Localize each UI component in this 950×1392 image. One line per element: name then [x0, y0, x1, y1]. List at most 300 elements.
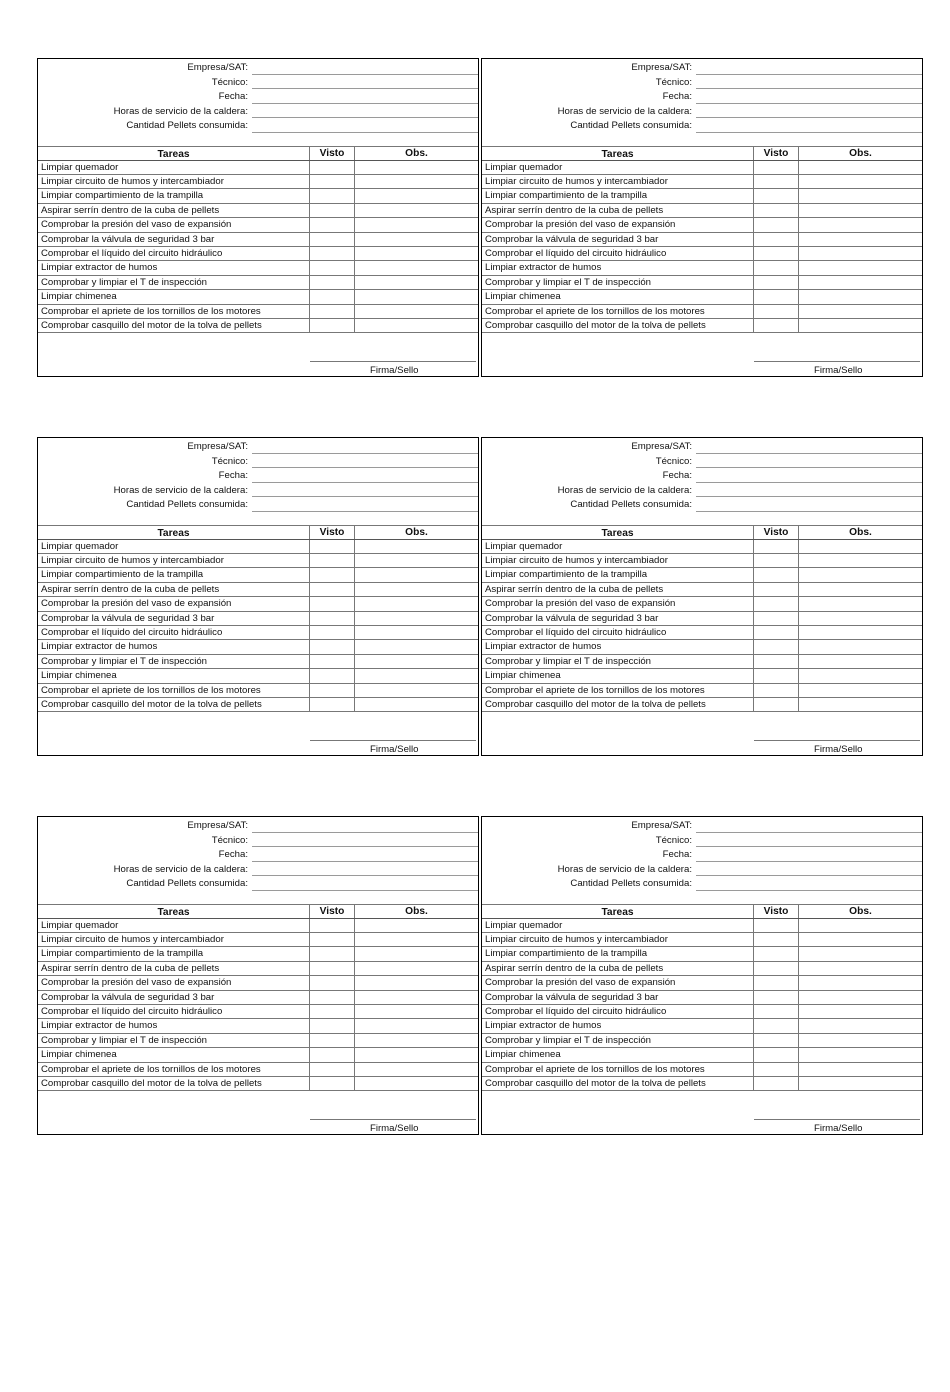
- task-row: [482, 319, 922, 333]
- task-notes-cell[interactable]: [799, 583, 922, 596]
- header-field: [482, 484, 922, 499]
- task-row: [482, 583, 922, 597]
- header-field: [38, 484, 478, 499]
- task-notes-cell[interactable]: [355, 947, 478, 960]
- task-label: Comprobar y limpiar el T de inspección: [38, 1034, 310, 1047]
- header-field-blank[interactable]: [252, 861, 478, 862]
- task-label: Comprobar casquillo del motor de la tolva de pellets: [482, 319, 754, 332]
- task-notes-cell[interactable]: [355, 540, 478, 553]
- header-field-blank[interactable]: [252, 511, 478, 512]
- task-notes-cell[interactable]: [355, 962, 478, 975]
- task-seen-cell[interactable]: [310, 189, 355, 202]
- task-label: Aspirar serrín dentro de la cuba de pellets: [38, 962, 310, 975]
- header-field-label: Empresa/SAT:: [187, 62, 248, 73]
- task-notes-cell[interactable]: [799, 640, 922, 653]
- column-header-task: Tareas: [482, 147, 754, 160]
- task-notes-cell[interactable]: [799, 204, 922, 217]
- task-label: Limpiar quemador: [38, 540, 310, 553]
- header-field-blank[interactable]: [696, 875, 922, 876]
- header-field-blank[interactable]: [252, 496, 478, 497]
- header-field: [482, 498, 922, 513]
- header-field: [482, 455, 922, 470]
- task-seen-cell[interactable]: [754, 976, 799, 989]
- task-seen-cell[interactable]: [310, 554, 355, 567]
- task-label: Comprobar el apriete de los tornillos de los motores: [482, 305, 754, 318]
- task-row: [38, 669, 478, 683]
- header-field-label: Técnico:: [211, 834, 248, 846]
- task-row: [482, 640, 922, 654]
- task-seen-cell[interactable]: [754, 568, 799, 581]
- task-row: [482, 305, 922, 319]
- task-seen-cell[interactable]: [310, 305, 355, 318]
- task-label: Aspirar serrín dentro de la cuba de pellets: [482, 583, 754, 596]
- task-seen-cell[interactable]: [754, 626, 799, 639]
- task-notes-cell[interactable]: [355, 189, 478, 202]
- task-seen-cell[interactable]: [310, 1048, 355, 1061]
- task-notes-cell[interactable]: [355, 568, 478, 581]
- header-field: [482, 469, 922, 484]
- header-field-blank[interactable]: [696, 103, 922, 104]
- task-label: Comprobar la válvula de seguridad 3 bar: [38, 612, 310, 625]
- task-label: Comprobar el apriete de los tornillos de los motores: [38, 1063, 310, 1076]
- task-seen-cell[interactable]: [754, 161, 799, 174]
- header-field-blank[interactable]: [696, 117, 922, 118]
- task-notes-cell[interactable]: [355, 218, 478, 231]
- task-row: [482, 962, 922, 976]
- task-seen-cell[interactable]: [310, 640, 355, 653]
- task-seen-cell[interactable]: [754, 1005, 799, 1018]
- header-field-label: Fecha:: [218, 849, 248, 860]
- task-row: [38, 247, 478, 261]
- task-seen-cell[interactable]: [310, 919, 355, 932]
- task-seen-cell[interactable]: [754, 175, 799, 188]
- task-row: [482, 698, 922, 712]
- task-seen-cell[interactable]: [754, 698, 799, 711]
- task-seen-cell[interactable]: [310, 261, 355, 274]
- task-notes-cell[interactable]: [799, 919, 922, 932]
- task-row: [38, 976, 478, 990]
- task-seen-cell[interactable]: [310, 947, 355, 960]
- task-notes-cell[interactable]: [355, 583, 478, 596]
- task-row: [38, 554, 478, 568]
- task-row: [38, 175, 478, 189]
- tasks-table-header: [482, 525, 922, 540]
- signature-label: Firma/Sello: [370, 365, 419, 376]
- header-field: [38, 848, 478, 863]
- task-row: [38, 1019, 478, 1033]
- task-row: [38, 626, 478, 640]
- task-notes-cell[interactable]: [355, 204, 478, 217]
- header-field-blank[interactable]: [252, 132, 478, 133]
- header-field: [38, 498, 478, 513]
- task-notes-cell[interactable]: [355, 669, 478, 682]
- task-seen-cell[interactable]: [310, 233, 355, 246]
- task-notes-cell[interactable]: [799, 233, 922, 246]
- task-row: [482, 175, 922, 189]
- task-label: Limpiar quemador: [482, 161, 754, 174]
- task-notes-cell[interactable]: [355, 919, 478, 932]
- task-seen-cell[interactable]: [754, 947, 799, 960]
- task-seen-cell[interactable]: [310, 1019, 355, 1032]
- task-seen-cell[interactable]: [754, 204, 799, 217]
- task-notes-cell[interactable]: [799, 261, 922, 274]
- task-notes-cell[interactable]: [799, 976, 922, 989]
- header-field-blank[interactable]: [696, 511, 922, 512]
- task-seen-cell[interactable]: [754, 933, 799, 946]
- task-row: [38, 1077, 478, 1091]
- header-field-label: Empresa/SAT:: [631, 62, 692, 73]
- task-label: Limpiar compartimiento de la trampilla: [482, 568, 754, 581]
- task-row: [38, 540, 478, 554]
- header-field-blank[interactable]: [696, 467, 922, 468]
- task-seen-cell[interactable]: [310, 175, 355, 188]
- task-row: [38, 698, 478, 712]
- task-notes-cell[interactable]: [355, 290, 478, 303]
- header-field-label: Fecha:: [662, 470, 692, 481]
- task-seen-cell[interactable]: [310, 626, 355, 639]
- header-field-blank[interactable]: [252, 88, 478, 89]
- task-seen-cell[interactable]: [754, 1034, 799, 1047]
- column-header-notes: Obs.: [849, 148, 872, 159]
- header-field-label: Horas de servicio de la caldera:: [113, 105, 248, 117]
- header-field-blank[interactable]: [252, 453, 478, 454]
- task-seen-cell[interactable]: [310, 319, 355, 332]
- header-field-blank[interactable]: [252, 482, 478, 483]
- task-label: Comprobar la válvula de seguridad 3 bar: [38, 991, 310, 1004]
- task-seen-cell[interactable]: [310, 962, 355, 975]
- header-field-blank[interactable]: [696, 88, 922, 89]
- task-notes-cell[interactable]: [355, 1063, 478, 1076]
- task-label: Comprobar la presión del vaso de expansión: [38, 597, 310, 610]
- signature-line[interactable]: [310, 740, 476, 741]
- task-seen-cell[interactable]: [754, 233, 799, 246]
- task-row: [482, 947, 922, 961]
- task-row: [482, 976, 922, 990]
- header-field-label: Empresa/SAT:: [631, 441, 692, 452]
- task-notes-cell[interactable]: [799, 540, 922, 553]
- task-notes-cell[interactable]: [355, 247, 478, 260]
- task-row: [482, 247, 922, 261]
- header-field: [482, 119, 922, 134]
- task-seen-cell[interactable]: [310, 684, 355, 697]
- task-notes-cell[interactable]: [355, 261, 478, 274]
- task-notes-cell[interactable]: [355, 305, 478, 318]
- task-label: Comprobar y limpiar el T de inspección: [482, 1034, 754, 1047]
- task-row: [38, 640, 478, 654]
- task-seen-cell[interactable]: [310, 247, 355, 260]
- header-field-blank[interactable]: [252, 74, 478, 75]
- header-field-blank[interactable]: [696, 453, 922, 454]
- header-field-blank[interactable]: [252, 890, 478, 891]
- task-label: Limpiar chimenea: [38, 669, 310, 682]
- header-field-blank[interactable]: [696, 846, 922, 847]
- task-notes-cell[interactable]: [355, 991, 478, 1004]
- task-seen-cell[interactable]: [310, 1034, 355, 1047]
- task-row: [482, 991, 922, 1005]
- column-header-seen: Visto: [310, 147, 355, 160]
- signature-line[interactable]: [754, 1119, 920, 1120]
- header-field: [38, 469, 478, 484]
- header-field-label: Cantidad Pellets consumida:: [570, 499, 692, 510]
- task-notes-cell[interactable]: [799, 626, 922, 639]
- task-notes-cell[interactable]: [799, 554, 922, 567]
- task-seen-cell[interactable]: [754, 1063, 799, 1076]
- signature-line[interactable]: [310, 361, 476, 362]
- task-label: Limpiar chimenea: [38, 290, 310, 303]
- signature-line[interactable]: [754, 361, 920, 362]
- task-notes-cell[interactable]: [799, 597, 922, 610]
- task-seen-cell[interactable]: [754, 919, 799, 932]
- header-field-label: Técnico:: [655, 834, 692, 846]
- task-seen-cell[interactable]: [310, 612, 355, 625]
- task-row: [38, 218, 478, 232]
- task-notes-cell[interactable]: [355, 612, 478, 625]
- task-seen-cell[interactable]: [310, 655, 355, 668]
- header-field-blank[interactable]: [252, 117, 478, 118]
- task-notes-cell[interactable]: [799, 175, 922, 188]
- task-notes-cell[interactable]: [799, 189, 922, 202]
- task-label: Limpiar extractor de humos: [482, 261, 754, 274]
- task-seen-cell[interactable]: [310, 276, 355, 289]
- task-notes-cell[interactable]: [799, 1077, 922, 1090]
- header-field-blank[interactable]: [696, 132, 922, 133]
- task-notes-cell[interactable]: [799, 290, 922, 303]
- task-notes-cell[interactable]: [355, 626, 478, 639]
- task-seen-cell[interactable]: [310, 1063, 355, 1076]
- task-row: [482, 204, 922, 218]
- task-notes-cell[interactable]: [355, 933, 478, 946]
- header-field-blank[interactable]: [696, 482, 922, 483]
- header-field-blank[interactable]: [252, 875, 478, 876]
- column-header-task: Tareas: [482, 905, 754, 918]
- task-notes-cell[interactable]: [355, 655, 478, 668]
- task-notes-cell[interactable]: [799, 933, 922, 946]
- task-notes-cell[interactable]: [355, 976, 478, 989]
- maintenance-form-card: [37, 437, 479, 756]
- task-seen-cell[interactable]: [754, 1077, 799, 1090]
- task-row: [38, 1048, 478, 1062]
- header-field-label: Horas de servicio de la caldera:: [113, 484, 248, 496]
- column-header-notes: Obs.: [849, 906, 872, 917]
- task-seen-cell[interactable]: [754, 319, 799, 332]
- task-notes-cell[interactable]: [799, 991, 922, 1004]
- task-seen-cell[interactable]: [754, 640, 799, 653]
- task-seen-cell[interactable]: [310, 583, 355, 596]
- task-notes-cell[interactable]: [355, 1048, 478, 1061]
- header-field-blank[interactable]: [252, 467, 478, 468]
- header-field: [482, 863, 922, 878]
- task-notes-cell[interactable]: [355, 684, 478, 697]
- task-label: Limpiar extractor de humos: [482, 640, 754, 653]
- tasks-table: [38, 525, 478, 712]
- task-notes-cell[interactable]: [799, 305, 922, 318]
- task-notes-cell[interactable]: [355, 1005, 478, 1018]
- task-label: Comprobar la presión del vaso de expansión: [38, 218, 310, 231]
- task-seen-cell[interactable]: [754, 276, 799, 289]
- signature-label: Firma/Sello: [370, 1123, 419, 1134]
- column-header-seen: Visto: [310, 905, 355, 918]
- task-row: [38, 319, 478, 333]
- signature-label: Firma/Sello: [814, 1123, 863, 1134]
- task-row: [38, 962, 478, 976]
- task-label: Comprobar y limpiar el T de inspección: [482, 655, 754, 668]
- task-seen-cell[interactable]: [310, 540, 355, 553]
- task-notes-cell[interactable]: [799, 218, 922, 231]
- task-label: Comprobar el apriete de los tornillos de los motores: [38, 305, 310, 318]
- task-row: [482, 1005, 922, 1019]
- task-label: Limpiar circuito de humos y intercambiador: [38, 554, 310, 567]
- task-notes-cell[interactable]: [355, 698, 478, 711]
- signature-line[interactable]: [310, 1119, 476, 1120]
- header-field-blank[interactable]: [252, 832, 478, 833]
- task-seen-cell[interactable]: [310, 976, 355, 989]
- task-seen-cell[interactable]: [310, 933, 355, 946]
- header-field-label: Técnico:: [655, 455, 692, 467]
- task-row: [482, 597, 922, 611]
- task-seen-cell[interactable]: [754, 1019, 799, 1032]
- task-notes-cell[interactable]: [355, 597, 478, 610]
- task-seen-cell[interactable]: [754, 991, 799, 1004]
- task-notes-cell[interactable]: [799, 698, 922, 711]
- task-seen-cell[interactable]: [310, 1005, 355, 1018]
- task-notes-cell[interactable]: [355, 554, 478, 567]
- task-notes-cell[interactable]: [799, 1063, 922, 1076]
- signature-label: Firma/Sello: [370, 744, 419, 755]
- task-notes-cell[interactable]: [355, 175, 478, 188]
- header-field-blank[interactable]: [696, 496, 922, 497]
- task-seen-cell[interactable]: [754, 612, 799, 625]
- task-notes-cell[interactable]: [799, 276, 922, 289]
- task-notes-cell[interactable]: [799, 1048, 922, 1061]
- task-seen-cell[interactable]: [310, 290, 355, 303]
- task-seen-cell[interactable]: [754, 669, 799, 682]
- task-notes-cell[interactable]: [799, 161, 922, 174]
- task-notes-cell[interactable]: [799, 1005, 922, 1018]
- task-seen-cell[interactable]: [754, 261, 799, 274]
- header-field-label: Cantidad Pellets consumida:: [126, 120, 248, 131]
- signature-line[interactable]: [754, 740, 920, 741]
- task-label: Limpiar compartimiento de la trampilla: [482, 189, 754, 202]
- task-seen-cell[interactable]: [754, 290, 799, 303]
- task-seen-cell[interactable]: [310, 1077, 355, 1090]
- task-notes-cell[interactable]: [355, 276, 478, 289]
- task-seen-cell[interactable]: [310, 204, 355, 217]
- task-seen-cell[interactable]: [754, 1048, 799, 1061]
- column-header-notes: Obs.: [405, 906, 428, 917]
- column-header-task: Tareas: [38, 526, 310, 539]
- header-field: [38, 455, 478, 470]
- task-row: [38, 233, 478, 247]
- header-field-blank[interactable]: [252, 846, 478, 847]
- task-seen-cell[interactable]: [754, 247, 799, 260]
- task-row: [482, 568, 922, 582]
- tasks-table-header: [482, 146, 922, 161]
- task-seen-cell[interactable]: [754, 305, 799, 318]
- task-seen-cell[interactable]: [754, 583, 799, 596]
- task-notes-cell[interactable]: [799, 1034, 922, 1047]
- task-seen-cell[interactable]: [754, 684, 799, 697]
- task-seen-cell[interactable]: [754, 962, 799, 975]
- task-label: Comprobar el líquido del circuito hidráulico: [38, 626, 310, 639]
- header-field-label: Técnico:: [211, 455, 248, 467]
- task-notes-cell[interactable]: [355, 1034, 478, 1047]
- task-row: [38, 933, 478, 947]
- task-label: Limpiar quemador: [38, 919, 310, 932]
- task-row: [482, 233, 922, 247]
- task-row: [482, 290, 922, 304]
- task-notes-cell[interactable]: [799, 247, 922, 260]
- task-seen-cell[interactable]: [754, 554, 799, 567]
- task-notes-cell[interactable]: [355, 233, 478, 246]
- task-seen-cell[interactable]: [754, 655, 799, 668]
- task-notes-cell[interactable]: [355, 640, 478, 653]
- task-label: Limpiar extractor de humos: [38, 640, 310, 653]
- tasks-table: [482, 525, 922, 712]
- task-seen-cell[interactable]: [754, 540, 799, 553]
- header-field-blank[interactable]: [696, 861, 922, 862]
- task-label: Limpiar compartimiento de la trampilla: [482, 947, 754, 960]
- header-field-blank[interactable]: [696, 890, 922, 891]
- task-row: [38, 189, 478, 203]
- task-notes-cell[interactable]: [355, 161, 478, 174]
- task-notes-cell[interactable]: [799, 655, 922, 668]
- header-field: [38, 76, 478, 91]
- task-seen-cell[interactable]: [310, 568, 355, 581]
- task-notes-cell[interactable]: [799, 568, 922, 581]
- task-notes-cell[interactable]: [799, 669, 922, 682]
- header-field: [38, 105, 478, 120]
- task-notes-cell[interactable]: [799, 947, 922, 960]
- task-notes-cell[interactable]: [355, 319, 478, 332]
- task-label: Aspirar serrín dentro de la cuba de pellets: [38, 583, 310, 596]
- task-label: Comprobar el apriete de los tornillos de los motores: [482, 684, 754, 697]
- maintenance-form-card: [481, 58, 923, 377]
- task-label: Comprobar casquillo del motor de la tolva de pellets: [38, 319, 310, 332]
- task-notes-cell[interactable]: [799, 612, 922, 625]
- task-row: [482, 626, 922, 640]
- task-seen-cell[interactable]: [310, 218, 355, 231]
- task-notes-cell[interactable]: [799, 684, 922, 697]
- task-label: Comprobar la presión del vaso de expansión: [38, 976, 310, 989]
- task-label: Limpiar circuito de humos y intercambiador: [38, 175, 310, 188]
- task-seen-cell[interactable]: [754, 189, 799, 202]
- task-seen-cell[interactable]: [310, 669, 355, 682]
- task-seen-cell[interactable]: [310, 161, 355, 174]
- task-seen-cell[interactable]: [310, 698, 355, 711]
- task-seen-cell[interactable]: [754, 597, 799, 610]
- task-notes-cell[interactable]: [799, 1019, 922, 1032]
- task-seen-cell[interactable]: [754, 218, 799, 231]
- header-field-blank[interactable]: [252, 103, 478, 104]
- task-notes-cell[interactable]: [355, 1077, 478, 1090]
- task-seen-cell[interactable]: [310, 597, 355, 610]
- task-notes-cell[interactable]: [799, 962, 922, 975]
- task-row: [38, 583, 478, 597]
- task-label: Aspirar serrín dentro de la cuba de pellets: [482, 204, 754, 217]
- task-notes-cell[interactable]: [799, 319, 922, 332]
- task-row: [482, 1048, 922, 1062]
- column-header-notes: Obs.: [849, 527, 872, 538]
- task-label: Limpiar circuito de humos y intercambiador: [482, 175, 754, 188]
- header-field-label: Fecha:: [662, 849, 692, 860]
- header-field-blank[interactable]: [696, 74, 922, 75]
- task-notes-cell[interactable]: [355, 1019, 478, 1032]
- header-field-label: Cantidad Pellets consumida:: [570, 120, 692, 131]
- header-field-blank[interactable]: [696, 832, 922, 833]
- task-label: Limpiar compartimiento de la trampilla: [38, 947, 310, 960]
- task-seen-cell[interactable]: [310, 991, 355, 1004]
- header-field: [38, 819, 478, 834]
